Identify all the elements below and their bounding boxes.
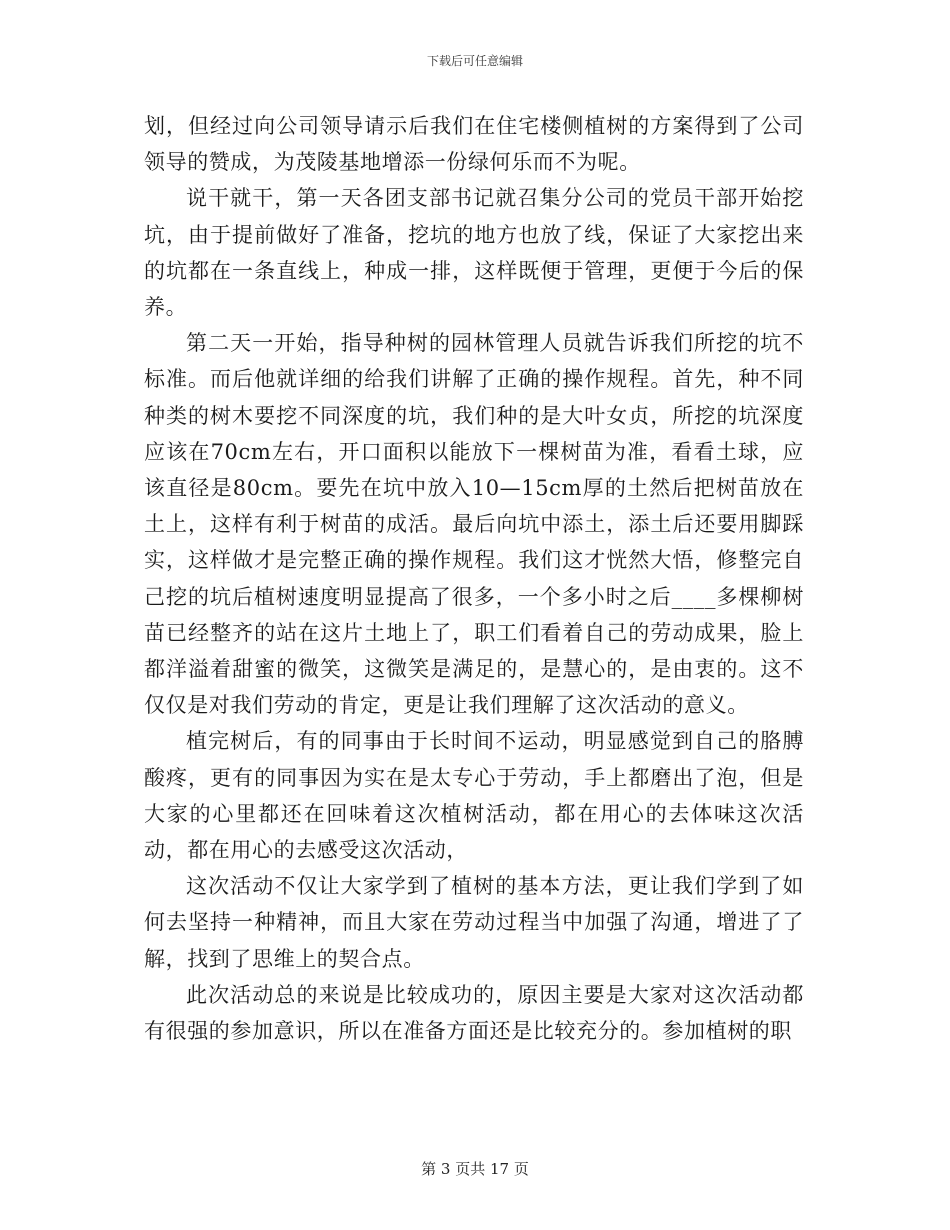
paragraph-after-planting: 植完树后，有的同事由于长时间不运动，明显感觉到自己的胳膊酸疼，更有的同事因为实在是太专心于劳动，手上都磨出了泡，但是大家的心里都还在回味着这次植树活动，都在用心的去体味这次活动，都在用心的去感受这次活动，: [144, 729, 804, 863]
paragraph-summary: 此次活动总的来说是比较成功的，原因主要是大家对这次活动都有很强的参加意识，所以在准备方面还是比较充分的。参加植树的职: [144, 982, 804, 1044]
document-body: [144, 108, 804, 1049]
paragraph-digging: 说干就干，第一天各团支部书记就召集分公司的党员干部开始挖坑，由于提前做好了准备，挖坑的地方也放了线，保证了大家挖出来的坑都在一条直线上，种成一排，这样既便于管理，更便于今后的保养。: [144, 186, 804, 320]
paragraph-planting-procedure: 第二天一开始，指导种树的园林管理人员就告诉我们所挖的坑不标准。而后他就详细的给我们讲解了正确的操作规程。首先，种不同种类的树木要挖不同深度的坑，我们种的是大叶女贞，所挖的坑深度应该在70cm左右，开口面积以能放下一棵树苗为准，看看土球，应该直径是80cm。要先在坑中放入10—15cm厚的土然后把树苗放在土上，这样有利于树苗的成活。最后向坑中添土，添土后还要用脚踩实，这样做才是完整正确的操作规程。我们这才恍然大悟，修整完自己挖的坑后植树速度明显提高了很多，一个多小时之后____多棵柳树苗已经整齐的站在这片土地上了，职工们看着自己的劳动成果，脸上都洋溢着甜蜜的微笑，这微笑是满足的，是慧心的，是由衷的。这不仅仅是对我们劳动的肯定，更是让我们理解了这次活动的意义。: [144, 331, 804, 718]
page-number: 第 3 页共 17 页: [421, 1160, 529, 1178]
paragraph-lessons: 这次活动不仅让大家学到了植树的基本方法，更让我们学到了如何去坚持一种精神，而且大家在劳动过程当中加强了沟通，增进了了解，找到了思维上的契合点。: [144, 874, 804, 971]
paragraph-continuation: 划，但经过向公司领导请示后我们在住宅楼侧植树的方案得到了公司领导的赞成，为茂陵基地增添一份绿何乐而不为呢。: [144, 114, 804, 175]
page-header-note: 下载后可任意编辑: [426, 54, 523, 68]
